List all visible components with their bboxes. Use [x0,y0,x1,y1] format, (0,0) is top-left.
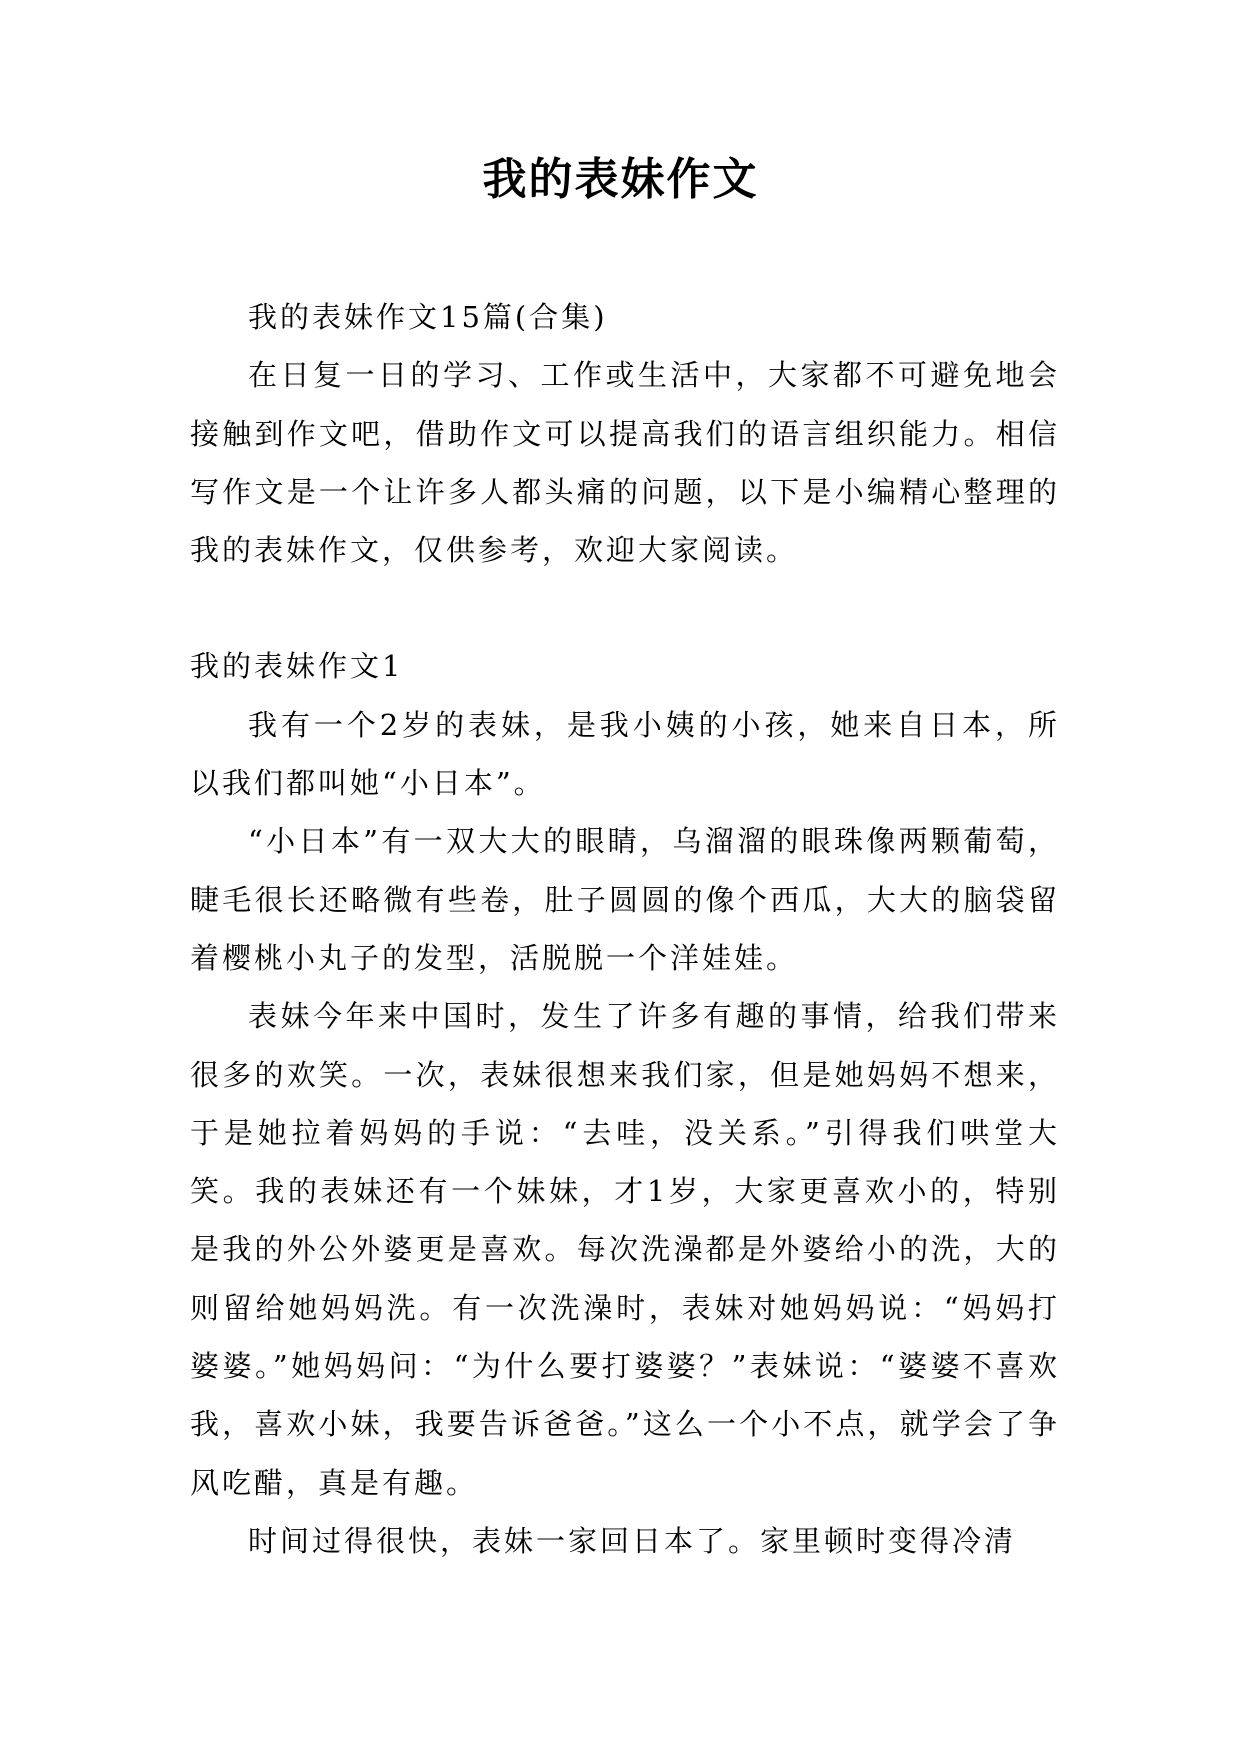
body-paragraph: 我有一个2岁的表妹，是我小姨的小孩，她来自日本，所以我们都叫她“小日本”。 [190,707,1060,801]
document-body [190,288,1060,1570]
document-title: 我的表妹作文 [482,154,759,205]
body-paragraph: “小日本”有一双大大的眼睛，乌溜溜的眼珠像两颗葡萄，睫毛很长还略微有些卷，肚子圆圆的像个西瓜，大大的脑袋留着樱桃小丸子的发型，活脱脱一个洋娃娃。 [190,824,1060,975]
body-paragraph: 时间过得很快，表妹一家回日本了。家里顿时变得冷清 [248,1523,1017,1558]
document-subtitle: 我的表妹作文15篇(合集) [248,300,608,334]
section-heading: 我的表妹作文1 [190,649,404,684]
body-paragraph: 表妹今年来中国时，发生了许多有趣的事情，给我们带来很多的欢笑。一次，表妹很想来我们家，但是她妈妈不想来，于是她拉着妈妈的手说：“去哇，没关系。”引得我们哄堂大笑。我的表妹还有一个妹妹，才1岁，大家更喜欢小的，特别是我的外公外婆更是喜欢。每次洗澡都是外婆给小的洗，大的则留给她妈妈洗。有一次洗澡时，表妹对她妈妈说：“妈妈打婆婆。”她妈妈问：“为什么要打婆婆？”表妹说：“婆婆不喜欢我，喜欢小妹，我要告诉爸爸。”这么一个小不点，就学会了争风吃醋，真是有趣。 [190,999,1060,1500]
intro-paragraph: 在日复一日的学习、工作或生活中，大家都不可避免地会接触到作文吧，借助作文可以提高我们的语言组织能力。相信写作文是一个让许多人都头痛的问题，以下是小编精心整理的我的表妹作文，仅供参考，欢迎大家阅读。 [190,358,1060,568]
section-spacer [190,579,1060,637]
